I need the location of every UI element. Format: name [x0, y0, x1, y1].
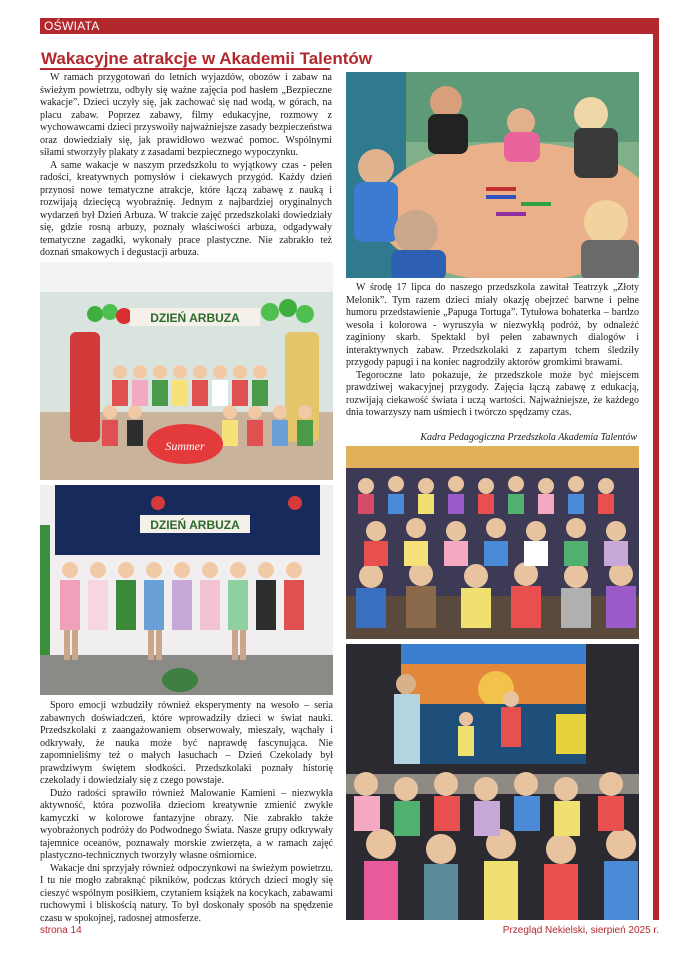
- left-top-text: [40, 72, 332, 260]
- paragraph: Dużo radości sprawiło również Malowanie Kamieni – niezwykła aktywność, która pozwoliła dzieciom kreatywnie zmienić zwykłe kamyczki w kolorowe fantazyjne obrazy. Nie zabrakło także wyobrażonych podróży do Podwodnego Świata. Nasze grupy odkrywały tajemnice oceanów, poznawały morskie zwierzęta, a w ramach zajęć plastyczno-technicznych tworzyły własne ośmiornice.: [40, 787, 333, 861]
- right-top-text: [346, 282, 639, 420]
- photo-theater-audience: [346, 446, 639, 639]
- article-title: Wakacyjne atrakcje w Akademii Talentów: [41, 49, 373, 68]
- paragraph: W ramach przygotowań do letnich wyjazdów, obozów i zabaw na świeżym powietrzu, odbyły się ważne zajęcia pod hasłem „Bezpieczne wakacje”. Dzieci uczyły się, jak zachować się nad wodą, w górach, na placu zabaw. Poprzez zabawy, filmy edukacyjne, rozmowy z wychowawcami dzieci przyswoiły najważniejsze zasady bezpieczeństwa oraz dowiedziały się, jak prawidłowo wezwać pomoc. Wspólnymi siłami stworzyły plakaty z zasadami bezpiecznego wypoczynku.: [40, 72, 332, 158]
- section-label: OŚWIATA: [44, 19, 100, 33]
- banner-text-2: DZIEŃ ARBUZA: [150, 518, 240, 532]
- article-signature: Kadra Pedagogiczna Przedszkola Akademia Talentów: [420, 432, 637, 443]
- paragraph: Tegoroczne lato pokazuje, że przedszkole może być miejscem prawdziwej wakacyjnej przygody. Zajęcia łączą zabawę z edukacją, rozwijają ciekawość świata i uczą wartości. Najważniejsze, że każdego dnia towarzyszy nam uśmiech i twórczo spędzamy czas.: [346, 369, 639, 418]
- photo-theater-performance: [346, 644, 639, 920]
- photo-watermelon-day-group: [40, 262, 333, 480]
- photo-watermelon-day-group-2: [40, 485, 333, 695]
- photo-children-drawing: [346, 72, 639, 278]
- section-bar: [40, 18, 659, 34]
- page-edge-bar: [653, 18, 659, 920]
- paragraph: Wakacje dni sprzyjały również odpoczynkowi na świeżym powietrzu. I tu nie mogło zabraknąć pikników, podczas których dzieci mogły się cieszyć wspólnym posiłkiem, czytaniem książek na kocykach, zabawami ruchowymi i bliskością natury. To był doskonały sposób na spędzenie czasu w spokojnej, radosnej atmosferze.: [40, 862, 333, 924]
- left-bottom-text: [40, 700, 333, 925]
- page-number: strona 14: [40, 925, 82, 936]
- banner-text: DZIEŃ ARBUZA: [150, 311, 240, 325]
- balloon-text: Summer: [165, 439, 205, 453]
- paragraph: W środę 17 lipca do naszego przedszkola zawitał Teatrzyk „Złoty Melonik”. Tym razem dzieci miały okazję obejrzeć barwne i pełne humoru przedstawienie „Papuga Tortuga”. Tytułowa bohaterka – bardzo wesoła i kolorowa - wyruszyła w niezwykłą podróż, by odnaleźć zaginiony skarb. Spektakl był pełen zabawnych dialogów i interaktywnych zabaw. Przedszkolaki z zapartym tchem śledziły przygody papugi i na koniec nagrodziły aktorów gromkimi brawami.: [346, 282, 639, 368]
- publication-name: Przegląd Nekielski, sierpień 2025 r.: [502, 925, 659, 936]
- paragraph: A same wakacje w naszym przedszkolu to wyjątkowy czas - pełen radości, kreatywnych pomysłów i ciekawych przygód. Każdy dzień przynosi nowe tematyczne atrakcje, które łączą zabawę z nauką i rozwijają dziecięcą wyobraźnię. Jednym z najbardziej oryginalnych wydarzeń był Dzień Arbuza. W trakcie zajęć przedszkolaki dowiedziały się, gdzie rosną arbuzy, poznały właściwości arbuza, odgadywały tematyczne zagadki, wykonały prace plastyczne. Nie zabrakło też doznań smakowych i degustacji arbuza.: [40, 159, 332, 258]
- title-underline: [40, 68, 330, 70]
- paragraph: Sporo emocji wzbudziły również eksperymenty na wesoło – seria zabawnych doświadczeń, które wprowadziły dzieci w świat nauki. Przedszkolaki z zaangażowaniem obserwowały, mieszały, wąchały i odkrywały, że nauka może być naprawdę fascynująca. Nie zapomnieliśmy też o małych łasuchach – Dzień Czekolady był prawdziwym świętem słodkości. Przedszkolaki poznały historię czekolady i dowiedziały się z czego powstaje.: [40, 700, 333, 786]
